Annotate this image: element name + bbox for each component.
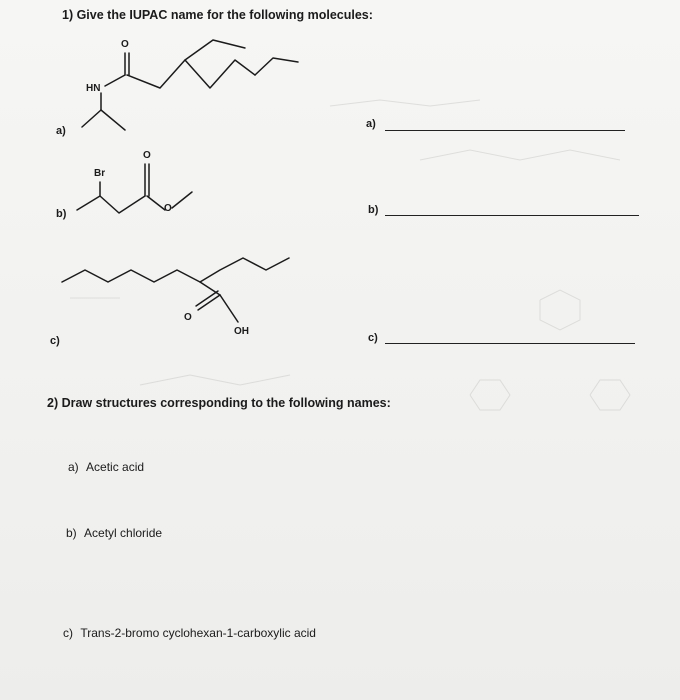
q2-item-c-name: Trans-2-bromo cyclohexan-1-carboxylic acid: [80, 626, 316, 640]
q2-item-a: [68, 460, 144, 474]
q2-item-c: [63, 626, 316, 640]
q1-answer-a-label: a): [366, 118, 376, 130]
q1-answer-b-line[interactable]: [385, 215, 639, 216]
q1-answer-c-label: c): [368, 332, 378, 344]
atom-ester-oxygen-b: O: [164, 203, 172, 214]
q2-item-a-label: a): [68, 460, 79, 474]
atom-carbonyl-oxygen-c: O: [184, 312, 192, 323]
q1-answer-a-line[interactable]: [385, 130, 625, 131]
molecule-a: [82, 40, 298, 130]
atom-nitrogen-a: HN: [86, 83, 101, 94]
molecule-c: [62, 258, 289, 322]
atom-oxygen-a: O: [121, 39, 129, 50]
q1-part-a-label: a): [56, 125, 66, 137]
question-1-heading: 1) Give the IUPAC name for the following molecules:: [62, 8, 373, 22]
q1-answer-b-label: b): [368, 204, 379, 216]
atom-hydroxyl-c: OH: [234, 326, 249, 337]
q1-answer-c-line[interactable]: [385, 343, 635, 344]
question-2-heading: 2) Draw structures corresponding to the following names:: [47, 396, 391, 410]
atom-bromine-b: Br: [94, 168, 106, 179]
q2-item-b: [66, 526, 162, 540]
atom-carbonyl-oxygen-b: O: [143, 150, 151, 161]
q2-item-b-label: b): [66, 526, 77, 540]
q2-item-b-name: Acetyl chloride: [84, 526, 163, 540]
q1-part-c-label: c): [50, 335, 60, 347]
q1-part-b-label: b): [56, 208, 67, 220]
q2-item-c-label: c): [63, 626, 73, 640]
q2-item-a-name: Acetic acid: [86, 460, 145, 474]
